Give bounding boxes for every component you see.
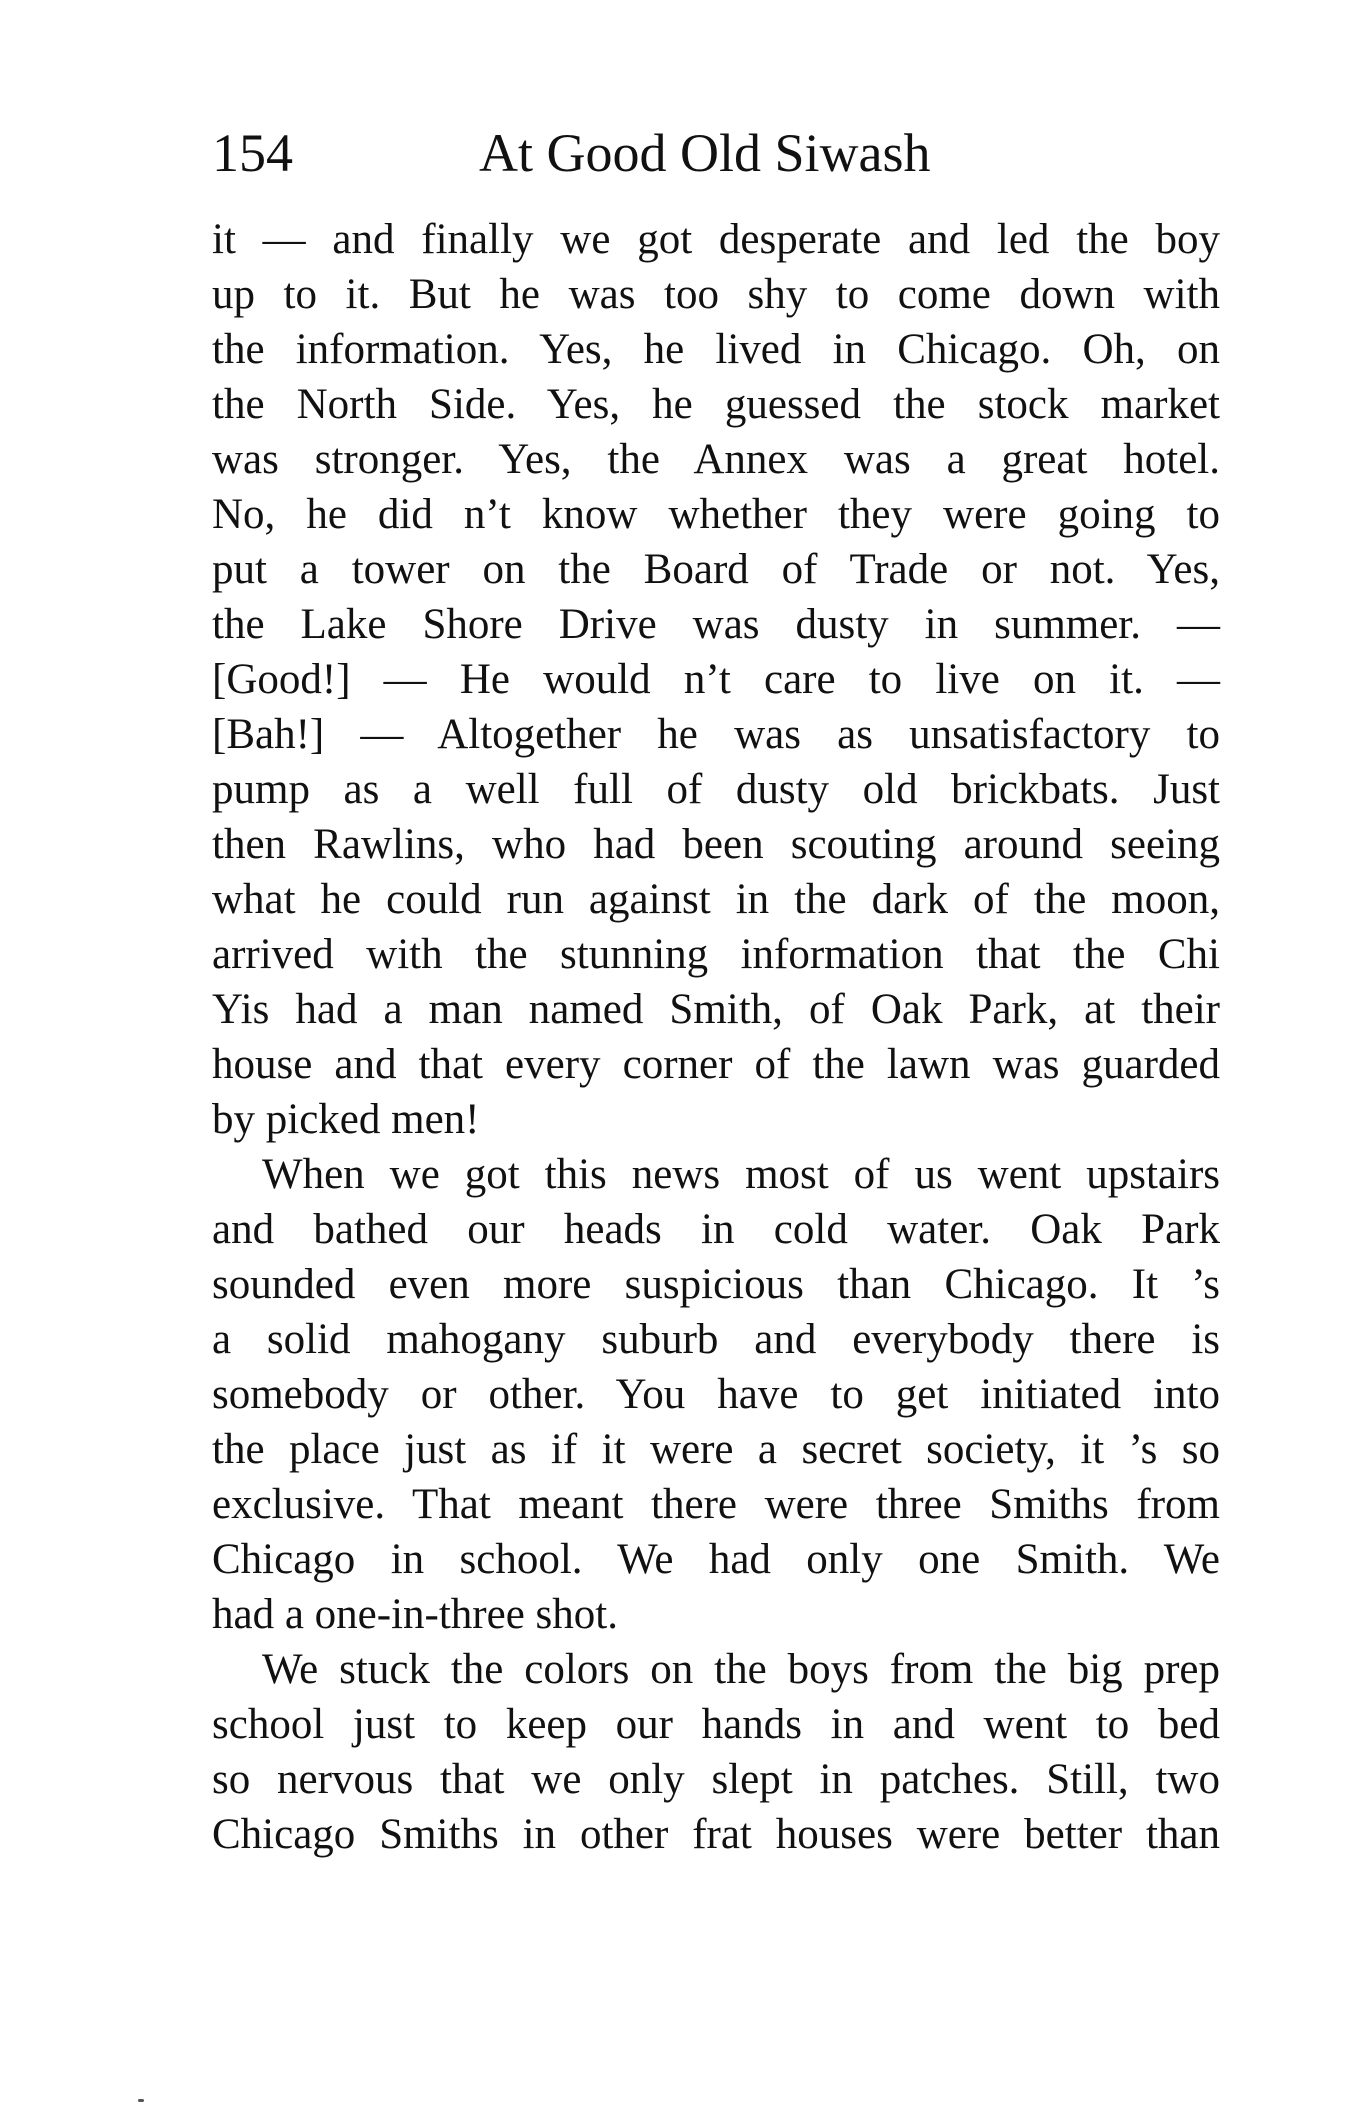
text-line: [Good!] — He would n’t care to live on it. — [212,656,1220,703]
text-line: the Lake Shore Drive was dusty in summer. — [212,601,1220,648]
text-line: a solid mahogany suburb and everybody there is [212,1316,1220,1363]
body-text [212,212,1220,1862]
text-line: No, he did n’t know whether they were going to [212,491,1220,538]
text-line: the place just as if it were a secret society, it ’s so [212,1426,1220,1473]
page-number: 154 [212,123,293,183]
text-line: by picked men! [212,1096,480,1143]
page-header [212,118,1222,188]
text-line: had a one-in-three shot. [212,1591,618,1638]
text-line: the North Side. Yes, he guessed the stock market [212,381,1220,428]
text-line: then Rawlins, who had been scouting around seeing [212,821,1220,868]
text-line: what he could run against in the dark of the moon, [212,876,1220,923]
text-line: sounded even more suspicious than Chicago. It ’s [212,1261,1220,1308]
scan-speck [138,2099,144,2102]
text-line: [Bah!] — Altogether he was as unsatisfactory to [212,711,1220,758]
text-line: Yis had a man named Smith, of Oak Park, at their [212,986,1220,1033]
text-line: and bathed our heads in cold water. Oak Park [212,1206,1220,1253]
text-line: somebody or other. You have to get initiated into [212,1371,1220,1418]
text-line: up to it. But he was too shy to come down with [212,271,1220,318]
text-line: school just to keep our hands in and went to bed [212,1701,1220,1748]
text-line: arrived with the stunning information that the Chi [212,931,1220,978]
text-line: put a tower on the Board of Trade or not. Yes, [212,546,1220,593]
text-line: it — and finally we got desperate and led the boy [212,216,1220,263]
text-line: pump as a well full of dusty old brickbats. Just [212,766,1220,813]
paragraph-start-line: We stuck the colors on the boys from the big prep [262,1646,1220,1693]
text-line: Chicago Smiths in other frat houses were better than [212,1811,1220,1858]
text-line: Chicago in school. We had only one Smith. We [212,1536,1220,1583]
text-line: was stronger. Yes, the Annex was a great hotel. [212,436,1220,483]
text-line: exclusive. That meant there were three Smiths from [212,1481,1220,1528]
paragraph-start-line: When we got this news most of us went upstairs [262,1151,1220,1198]
text-line: house and that every corner of the lawn was guarded [212,1041,1220,1088]
text-line: the information. Yes, he lived in Chicago. Oh, on [212,326,1220,373]
text-line: so nervous that we only slept in patches. Still, two [212,1756,1220,1803]
running-title: At Good Old Siwash [479,123,931,183]
